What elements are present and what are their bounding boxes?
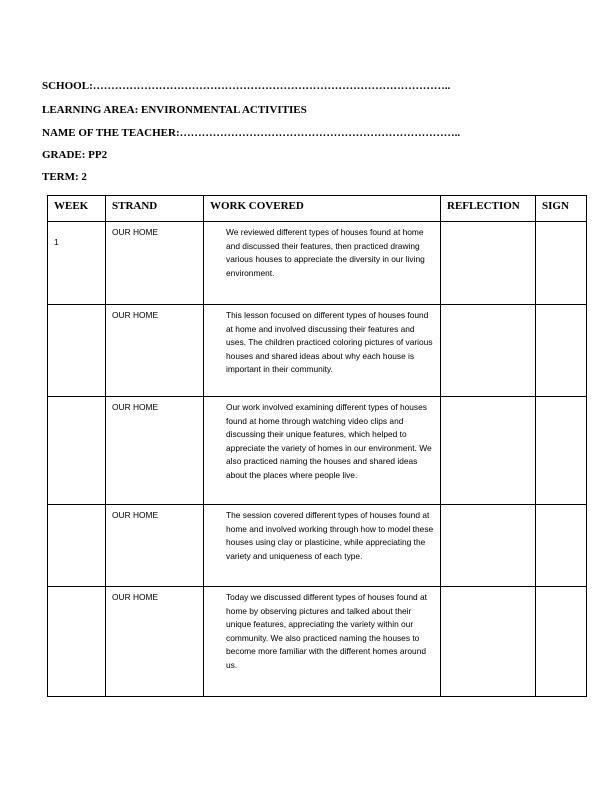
work-record-table <box>47 195 587 697</box>
col-reflection: REFLECTION <box>441 196 536 222</box>
table-row <box>48 587 587 697</box>
table-row <box>48 305 587 397</box>
work-covered-cell: We reviewed different types of houses found at home and discussed their features, then practiced drawing various houses to appreciate the diversity in our living environment. <box>204 222 441 305</box>
work-covered-cell: Our work involved examining different types of houses found at home through watching video clips and discussing their unique features, which helped to appreciate the variety of homes in our environment. We also practiced naming the houses and shared ideas about the places where people live. <box>204 397 441 505</box>
col-work-covered: WORK COVERED <box>204 196 441 222</box>
table-row <box>48 397 587 505</box>
grade: GRADE: PP2 <box>42 149 108 161</box>
table-header-row <box>48 196 587 222</box>
work-covered-cell: The session covered different types of houses found at home and involved working through how to model these houses using clay or plasticine, while appreciating the variety and uniqueness of each type. <box>204 505 441 587</box>
week-cell <box>48 505 106 587</box>
col-week: WEEK <box>48 196 106 222</box>
strand-cell: OUR HOME <box>106 587 204 697</box>
col-strand: STRAND <box>106 196 204 222</box>
table-row <box>48 505 587 587</box>
table-row <box>48 222 587 305</box>
school-field: SCHOOL:…………………………………………………………………………………….. <box>42 80 451 92</box>
strand-cell: OUR HOME <box>106 305 204 397</box>
col-sign: SIGN <box>536 196 587 222</box>
work-covered-cell: This lesson focused on different types of houses found at home and involved discussing their features and uses. The children practiced coloring pictures of various houses and shared ideas about why each house is important in their community. <box>204 305 441 397</box>
reflection-cell <box>441 505 536 587</box>
strand-cell: OUR HOME <box>106 222 204 305</box>
sign-cell <box>536 222 587 305</box>
sign-cell <box>536 397 587 505</box>
week-cell <box>48 397 106 505</box>
sign-cell <box>536 587 587 697</box>
week-cell: 1 <box>48 222 106 305</box>
sign-cell <box>536 505 587 587</box>
reflection-cell <box>441 397 536 505</box>
teacher-name-field: NAME OF THE TEACHER:………………………………………………………………….. <box>42 127 461 139</box>
reflection-cell <box>441 222 536 305</box>
week-cell <box>48 305 106 397</box>
term: TERM: 2 <box>42 171 87 183</box>
work-covered-cell: Today we discussed different types of houses found at home by observing pictures and talked about their unique features, appreciating the variety within our community. We also practiced naming the houses to become more familiar with the different homes around us. <box>204 587 441 697</box>
strand-cell: OUR HOME <box>106 397 204 505</box>
strand-cell: OUR HOME <box>106 505 204 587</box>
sign-cell <box>536 305 587 397</box>
reflection-cell <box>441 587 536 697</box>
reflection-cell <box>441 305 536 397</box>
week-cell <box>48 587 106 697</box>
learning-area: LEARNING AREA: ENVIRONMENTAL ACTIVITIES <box>42 104 307 116</box>
